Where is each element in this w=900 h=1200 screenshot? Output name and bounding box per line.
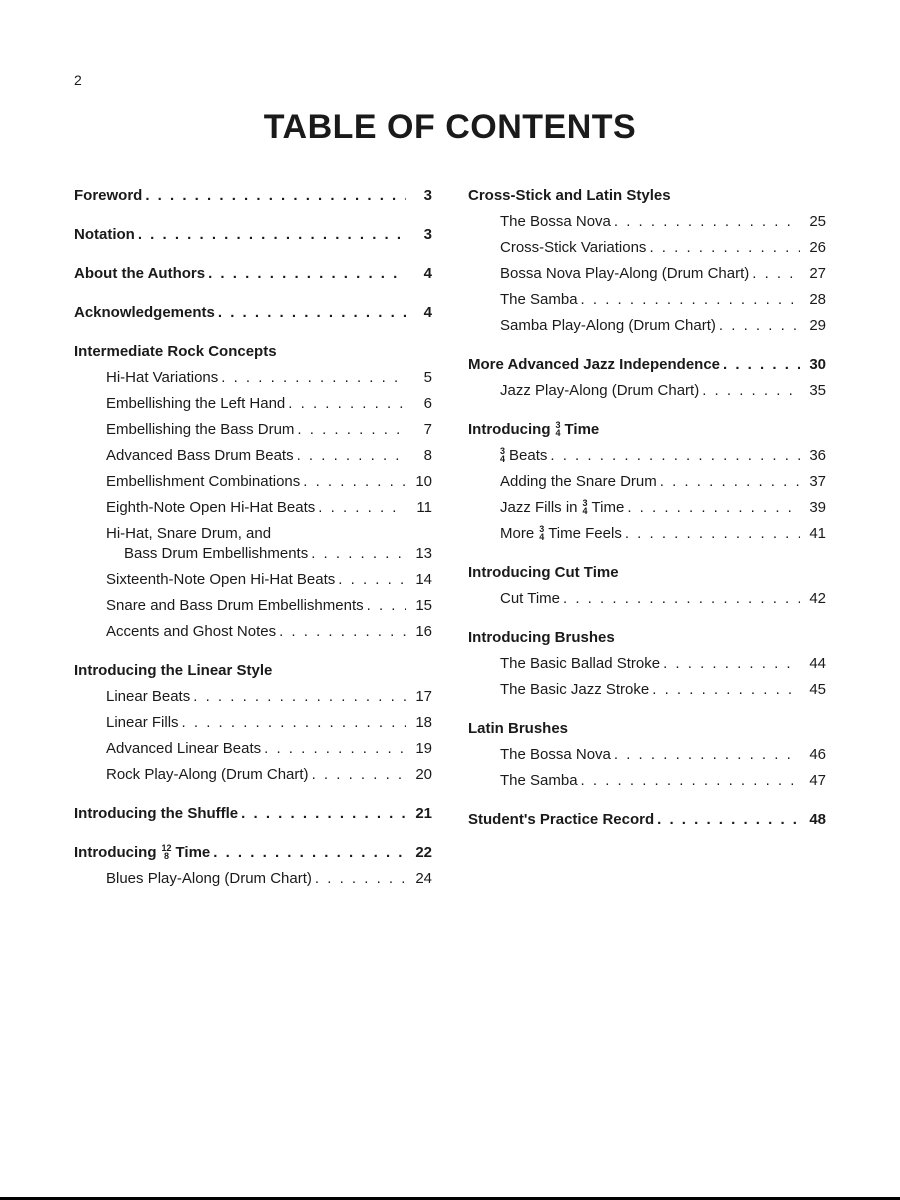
dot-leader	[723, 355, 800, 375]
section-heading-3-4-time: Introducing 3 4 Time	[468, 420, 600, 439]
toc-entry: Linear Fills . . . 18	[74, 713, 432, 733]
dot-leader	[625, 524, 800, 544]
toc-entry-jazz-independence: More Advanced Jazz Independence . . . 30	[468, 355, 826, 375]
toc-entry: Snare and Bass Drum Embellishments . . . 15	[74, 596, 432, 616]
section-heading-linear: Introducing the Linear Style	[74, 662, 273, 679]
dot-leader	[138, 225, 406, 245]
toc-entry: The Basic Jazz Stroke . . . 45	[468, 680, 826, 700]
toc-left-column	[74, 186, 432, 889]
time-signature-3-4: 3 4	[539, 524, 545, 543]
dot-leader	[193, 687, 406, 707]
toc-entry: The Bossa Nova . . . 46	[468, 745, 826, 765]
toc-entry: Hi-Hat Variations . . . 5	[74, 368, 432, 388]
dot-leader	[279, 622, 406, 642]
dot-leader	[303, 472, 406, 492]
dot-leader	[581, 771, 800, 791]
toc-entry: Cross-Stick Variations . . . 26	[468, 238, 826, 258]
toc-entry: Bossa Nova Play-Along (Drum Chart) . . . 27	[468, 264, 826, 284]
toc-entry: Cut Time . . . 42	[468, 589, 826, 609]
dot-leader	[297, 420, 406, 440]
time-signature-3-4: 3 4	[555, 420, 561, 439]
toc-entry: The Basic Ballad Stroke . . . 44	[468, 654, 826, 674]
dot-leader	[145, 186, 406, 206]
dot-leader	[264, 739, 406, 759]
dot-leader	[652, 680, 800, 700]
dot-leader	[581, 290, 800, 310]
dot-leader	[208, 264, 406, 284]
dot-leader	[614, 745, 800, 765]
section-heading-rock: Intermediate Rock Concepts	[74, 343, 277, 360]
dot-leader	[563, 589, 800, 609]
toc-entry-notation: Notation . . . 3	[74, 225, 432, 245]
dot-leader	[614, 212, 800, 232]
toc-entry: 3 4 Beats . . . 36	[468, 446, 826, 466]
dot-leader	[663, 654, 800, 674]
toc-entry: The Samba . . . 47	[468, 771, 826, 791]
time-signature-3-4: 3 4	[500, 446, 506, 465]
toc-entry: Advanced Bass Drum Beats . . . 8	[74, 446, 432, 466]
dot-leader	[752, 264, 800, 284]
toc-entry: Linear Beats . . . 17	[74, 687, 432, 707]
dot-leader	[182, 713, 406, 733]
toc-entry-about-authors: About the Authors . . . 4	[74, 264, 432, 284]
dot-leader	[315, 869, 406, 889]
section-heading-latin-brushes: Latin Brushes	[468, 720, 569, 737]
toc-entry: Samba Play-Along (Drum Chart) . . . 29	[468, 316, 826, 336]
toc-entry: Accents and Ghost Notes . . . 16	[74, 622, 432, 642]
dot-leader	[241, 804, 406, 824]
dot-leader	[221, 368, 406, 388]
toc-entry: Rock Play-Along (Drum Chart) . . . 20	[74, 765, 432, 785]
time-signature-3-4: 3 4	[582, 498, 588, 517]
dot-leader	[649, 238, 800, 258]
toc-entry-practice-record: Student's Practice Record . . . 48	[468, 810, 826, 830]
dot-leader	[218, 303, 406, 323]
dot-leader	[311, 544, 406, 564]
time-signature-12-8: 12 8	[161, 843, 172, 862]
dot-leader	[297, 446, 406, 466]
dot-leader	[318, 498, 406, 518]
toc-entry-shuffle: Introducing the Shuffle . . . 21	[74, 804, 432, 824]
toc-entry: Jazz Play-Along (Drum Chart) . . . 35	[468, 381, 826, 401]
dot-leader	[288, 394, 406, 414]
toc-entry-12-8-time: Introducing 12 8 Time . . . 22	[74, 843, 432, 863]
toc-entry: Blues Play-Along (Drum Chart) . . . 24	[74, 869, 432, 889]
toc-entry: Eighth-Note Open Hi-Hat Beats . . . 11	[74, 498, 432, 518]
dot-leader	[702, 381, 800, 401]
toc-entry: Jazz Fills in 3 4 Time . . . 39	[468, 498, 826, 518]
toc-entry: Advanced Linear Beats . . . 19	[74, 739, 432, 759]
page-title: TABLE OF CONTENTS	[263, 108, 637, 146]
page-number: 2	[74, 72, 82, 88]
dot-leader	[660, 472, 800, 492]
toc-entry: The Samba . . . 28	[468, 290, 826, 310]
dot-leader	[338, 570, 406, 590]
dot-leader	[367, 596, 406, 616]
section-heading-brushes: Introducing Brushes	[468, 629, 615, 646]
section-heading-latin: Cross-Stick and Latin Styles	[468, 187, 671, 204]
toc-entry: More 3 4 Time Feels . . . 41	[468, 524, 826, 544]
dot-leader	[657, 810, 800, 830]
dot-leader	[312, 765, 406, 785]
toc-entry: Embellishment Combinations . . . 10	[74, 472, 432, 492]
toc-right-column	[468, 186, 826, 830]
toc-entry: Embellishing the Bass Drum . . . 7	[74, 420, 432, 440]
toc-entry-two-line: Hi-Hat, Snare Drum, and Bass Drum Embellishments . . . 13	[74, 524, 432, 564]
toc-entry-foreword: Foreword . . . 3	[74, 186, 432, 206]
toc-entry: Adding the Snare Drum . . . 37	[468, 472, 826, 492]
dot-leader	[719, 316, 800, 336]
toc-entry: Sixteenth-Note Open Hi-Hat Beats . . . 14	[74, 570, 432, 590]
dot-leader	[213, 843, 406, 863]
section-heading-cut-time: Introducing Cut Time	[468, 564, 619, 581]
toc-entry-acknowledgements: Acknowledgements . . . 4	[74, 303, 432, 323]
dot-leader	[550, 446, 800, 466]
toc-entry: Embellishing the Left Hand . . . 6	[74, 394, 432, 414]
toc-entry: The Bossa Nova . . . 25	[468, 212, 826, 232]
dot-leader	[627, 498, 800, 518]
